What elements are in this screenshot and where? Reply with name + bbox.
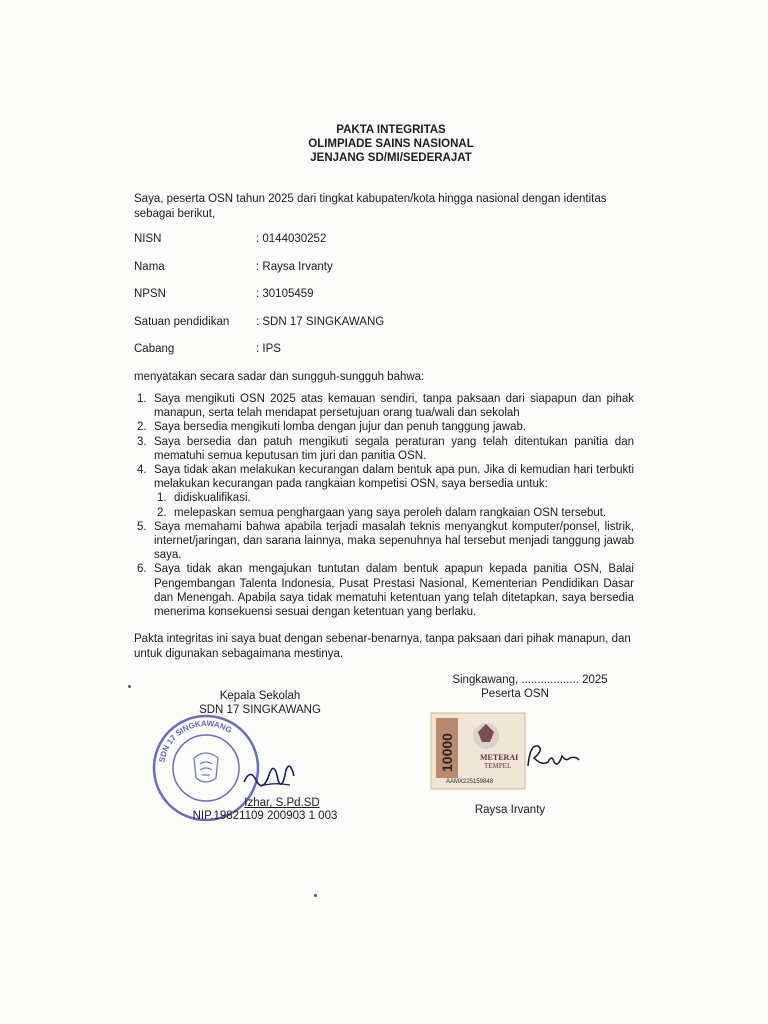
place-date: Singkawang, .................. 2025: [452, 674, 608, 686]
field-label: NISN: [134, 233, 162, 245]
item-number: 2.: [137, 421, 147, 434]
school-name: SDN 17 SINGKAWANG: [199, 704, 321, 716]
field-label: Nama: [134, 261, 165, 273]
item-number: 5.: [137, 520, 147, 533]
field-value: : IPS: [256, 343, 281, 355]
list-item: [134, 435, 634, 463]
participant-title: Peserta OSN: [481, 688, 549, 700]
list-item: [134, 463, 634, 520]
closing-paragraph: Pakta integritas ini saya buat dengan sebenar-benarnya, tanpa paksaan dari pihak manapun, dan untuk digunakan sebagaimana mestinya.: [134, 633, 631, 660]
item-text: Saya bersedia dan patuh mengikuti segala peraturan yang telah ditentukan panitia dan mematuhi semua keputusan tim juri dan panitia OSN.: [154, 435, 634, 462]
document-title: [0, 123, 768, 165]
materai-amount: 10000: [439, 733, 455, 772]
title-line-2: OLIMPIADE SAINS NASIONAL: [308, 138, 474, 150]
field-value: : Raysa Irvanty: [256, 261, 333, 273]
field-label: NPSN: [134, 288, 166, 300]
item-text: Saya bersedia mengikuti lomba dengan jujur dan penuh tanggung jawab.: [154, 421, 527, 434]
item-text: Saya tidak akan mengajukan tuntutan dalam bentuk apapun kepada panitia OSN, Balai Pengembangan Talenta Indonesia, Pusat Prestasi Nasional, Kementerian Pendidikan Dasar dan Menengah. Apabila saya tidak mematuhi ketentuan yang telah ditetapkan, saya bersedia menerima konsekuensi sesuai dengan ketentuan yang berlaku.: [154, 563, 634, 619]
materai-label-2: TEMPEL: [484, 762, 512, 770]
sub-item-number: 1.: [157, 492, 167, 505]
field-label: Cabang: [134, 343, 175, 355]
field-value: : 30105459: [256, 288, 314, 300]
field-label: Satuan pendidikan: [134, 316, 230, 328]
sub-item-text: melepaskan semua penghargaan yang saya peroleh dalam rangkaian OSN tersebut.: [174, 506, 607, 519]
sub-list: [154, 491, 634, 519]
materai-label-1: METERAI: [480, 753, 519, 762]
materai-serial: AAMX225159848: [446, 779, 494, 785]
item-number: 3.: [137, 435, 147, 448]
field-value: : 0144030252: [256, 233, 327, 245]
title-line-3: JENJANG SD/MI/SEDERAJAT: [310, 152, 472, 164]
principal-name: Izhar, S.Pd.SD: [244, 797, 320, 809]
item-text: Saya tidak akan melakukan kecurangan dalam bentuk apa pun. Jika di kemudian hari terbukti melakukan kecurangan pada rangkaian kompetisi OSN, saya bersedia untuk:: [154, 464, 634, 491]
materai-stamp: [430, 712, 526, 790]
sub-list-item: [154, 506, 634, 520]
list-item: [134, 420, 634, 434]
item-number: 6.: [137, 563, 147, 576]
participant-signature: [522, 736, 582, 776]
participant-name: Raysa Irvanty: [474, 804, 546, 816]
list-item: [134, 392, 634, 420]
scan-speck: [128, 685, 131, 688]
principal-title: Kepala Sekolah: [219, 690, 301, 702]
principal-nip: NIP.19821109 200903 1 003: [192, 810, 338, 822]
scan-speck: [314, 894, 317, 897]
list-item: [134, 562, 634, 619]
intro-paragraph: Saya, peserta OSN tahun 2025 dari tingkat kabupaten/kota hingga nasional dengan identitas sebagai berikut,: [134, 193, 607, 220]
item-text: Saya mengikuti OSN 2025 atas kemauan sendiri, tanpa paksaan dari siapapun dan pihak manapun, serta telah mendapat persetujuan orang tua/wali dan sekolah: [154, 393, 634, 420]
principal-signature: [240, 752, 300, 797]
statement-list: [134, 392, 634, 619]
sub-item-text: didiskualifikasi.: [174, 492, 251, 505]
title-line-1: PAKTA INTEGRITAS: [336, 124, 446, 136]
item-number: 1.: [137, 393, 147, 405]
field-value: : SDN 17 SINGKAWANG: [256, 316, 385, 328]
list-item: [134, 520, 634, 563]
sub-list-item: [154, 491, 634, 505]
stamp-ring-text: SDN 17 SINGKAWANG: [157, 718, 234, 764]
item-number: 4.: [137, 464, 147, 477]
statement-intro: menyatakan secara sadar dan sungguh-sungguh bahwa:: [134, 371, 425, 383]
item-text: Saya memahami bahwa apabila terjadi masalah teknis menyangkut komputer/ponsel, listrik, internet/jaringan, dan sarana lainnya, maka sepenuhnya hal tersebut menjadi tanggung jawab saya.: [154, 520, 634, 562]
sub-item-number: 2.: [157, 506, 167, 519]
